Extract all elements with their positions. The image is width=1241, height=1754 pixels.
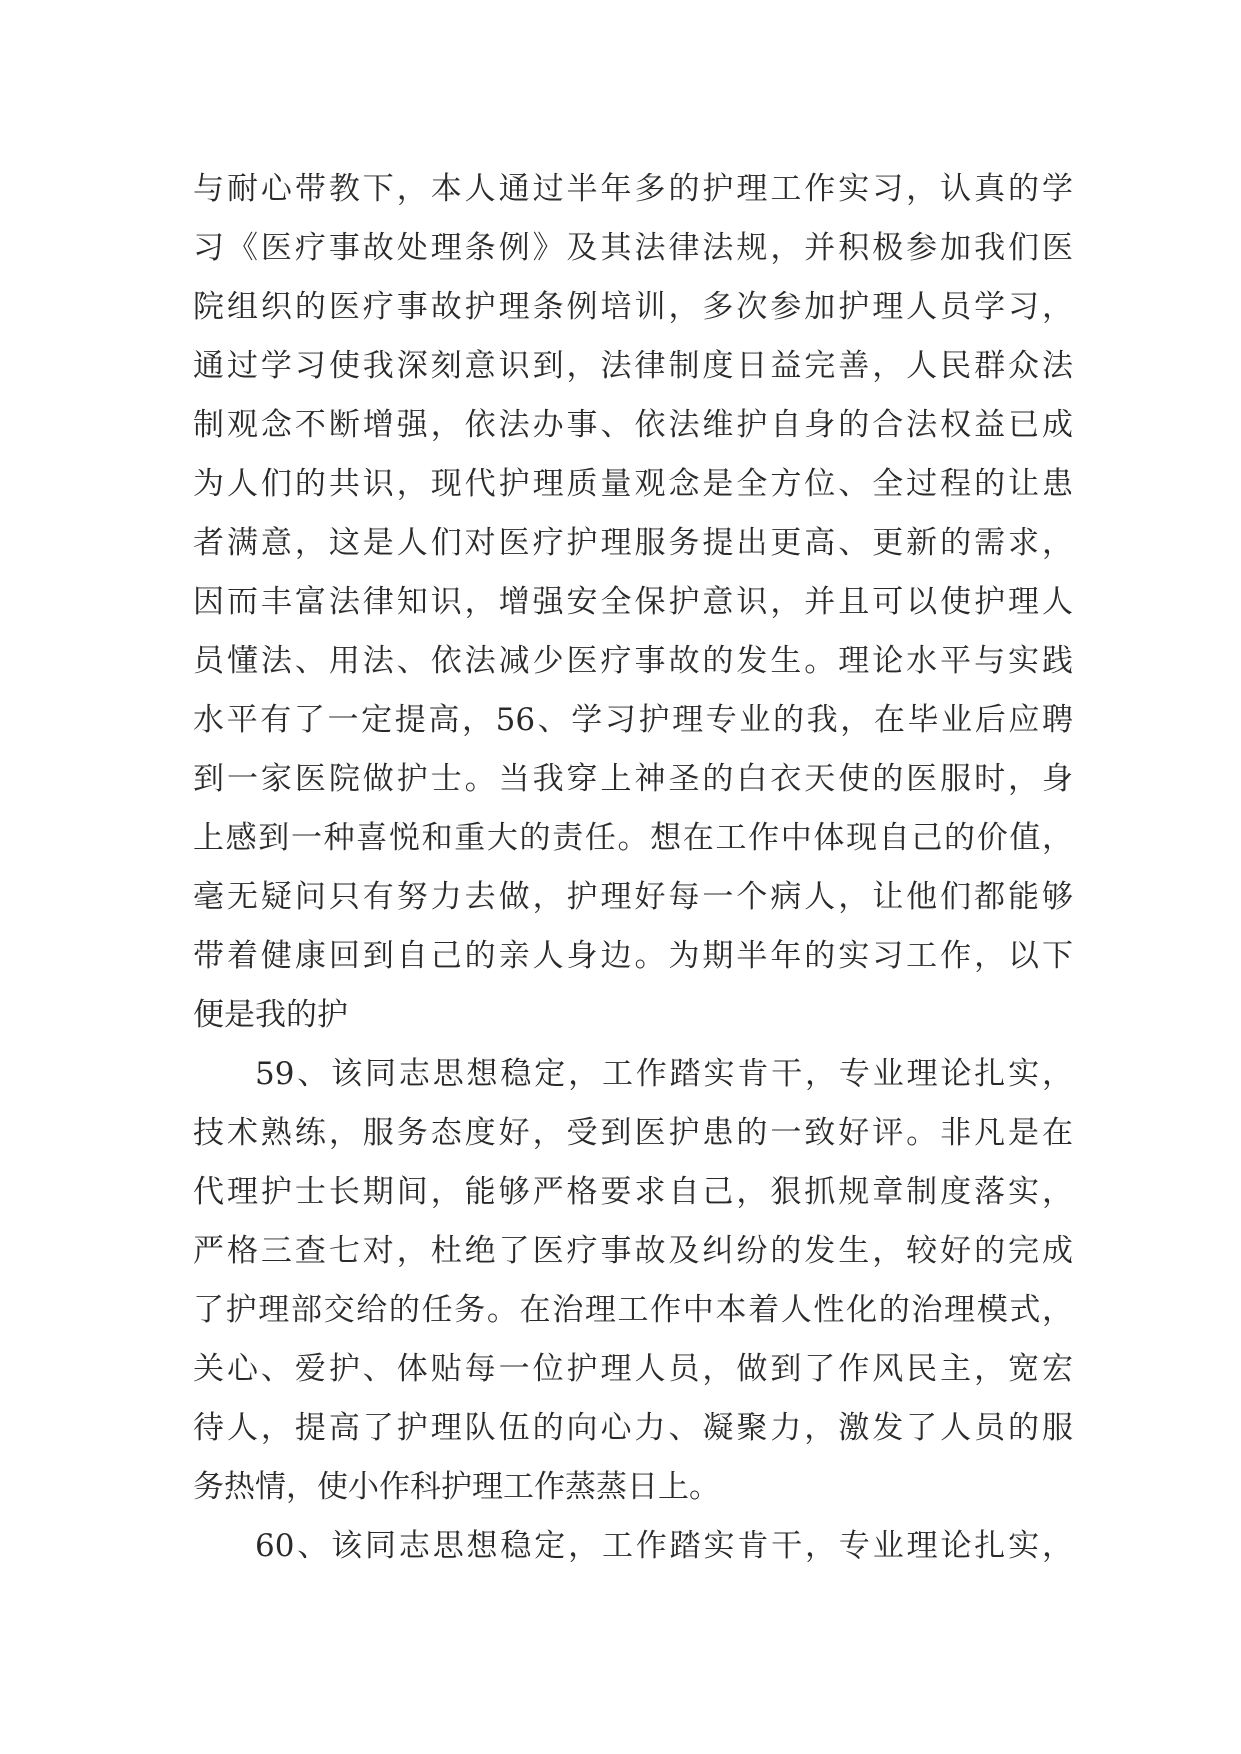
text-line: 水平有了一定提高，56、学习护理专业的我，在毕业后应聘 (193, 702, 1073, 738)
text-line: 院组织的医疗事故护理条例培训，多次参加护理人员学习， (193, 289, 1073, 325)
text-line: 上感到一种喜悦和重大的责任。想在工作中体现自己的价值， (193, 820, 1073, 856)
text-line: 制观念不断增强，依法办事、依法维护自身的合法权益已成 (193, 407, 1073, 443)
text-line: 便是我的护 (193, 997, 348, 1033)
text-line: 待人，提高了护理队伍的向心力、凝聚力，激发了人员的服 (193, 1410, 1073, 1446)
text-line: 技术熟练，服务态度好，受到医护患的一致好评。非凡是在 (193, 1115, 1073, 1151)
text-line: 毫无疑问只有努力去做，护理好每一个病人，让他们都能够 (193, 879, 1073, 915)
text-line: 了护理部交给的任务。在治理工作中本着人性化的治理模式， (193, 1292, 1073, 1328)
text-line: 严格三查七对，杜绝了医疗事故及纠纷的发生，较好的完成 (193, 1233, 1073, 1269)
text-line: 因而丰富法律知识，增强安全保护意识，并且可以使护理人 (193, 584, 1073, 620)
text-line: 带着健康回到自己的亲人身边。为期半年的实习工作，以下 (193, 938, 1073, 974)
document-body (193, 160, 1073, 1576)
text-line: 者满意，这是人们对医疗护理服务提出更高、更新的需求， (193, 525, 1073, 561)
text-line: 务热情，使小作科护理工作蒸蒸日上。 (193, 1469, 720, 1505)
text-line: 习《医疗事故处理条例》及其法律法规，并积极参加我们医 (193, 230, 1073, 266)
paragraph-start-line: 60、该同志思想稳定，工作踏实肯干，专业理论扎实， (255, 1528, 1073, 1564)
text-line: 到一家医院做护士。当我穿上神圣的白衣天使的医服时，身 (193, 761, 1073, 797)
paragraph-start-line: 59、该同志思想稳定，工作踏实肯干，专业理论扎实， (255, 1056, 1073, 1092)
text-line: 通过学习使我深刻意识到，法律制度日益完善，人民群众法 (193, 348, 1073, 384)
text-line: 与耐心带教下，本人通过半年多的护理工作实习，认真的学 (193, 171, 1073, 207)
text-line: 为人们的共识，现代护理质量观念是全方位、全过程的让患 (193, 466, 1073, 502)
text-line: 关心、爱护、体贴每一位护理人员，做到了作风民主，宽宏 (193, 1351, 1073, 1387)
text-line: 员懂法、用法、依法减少医疗事故的发生。理论水平与实践 (193, 643, 1073, 679)
text-line: 代理护士长期间，能够严格要求自己，狠抓规章制度落实， (193, 1174, 1073, 1210)
